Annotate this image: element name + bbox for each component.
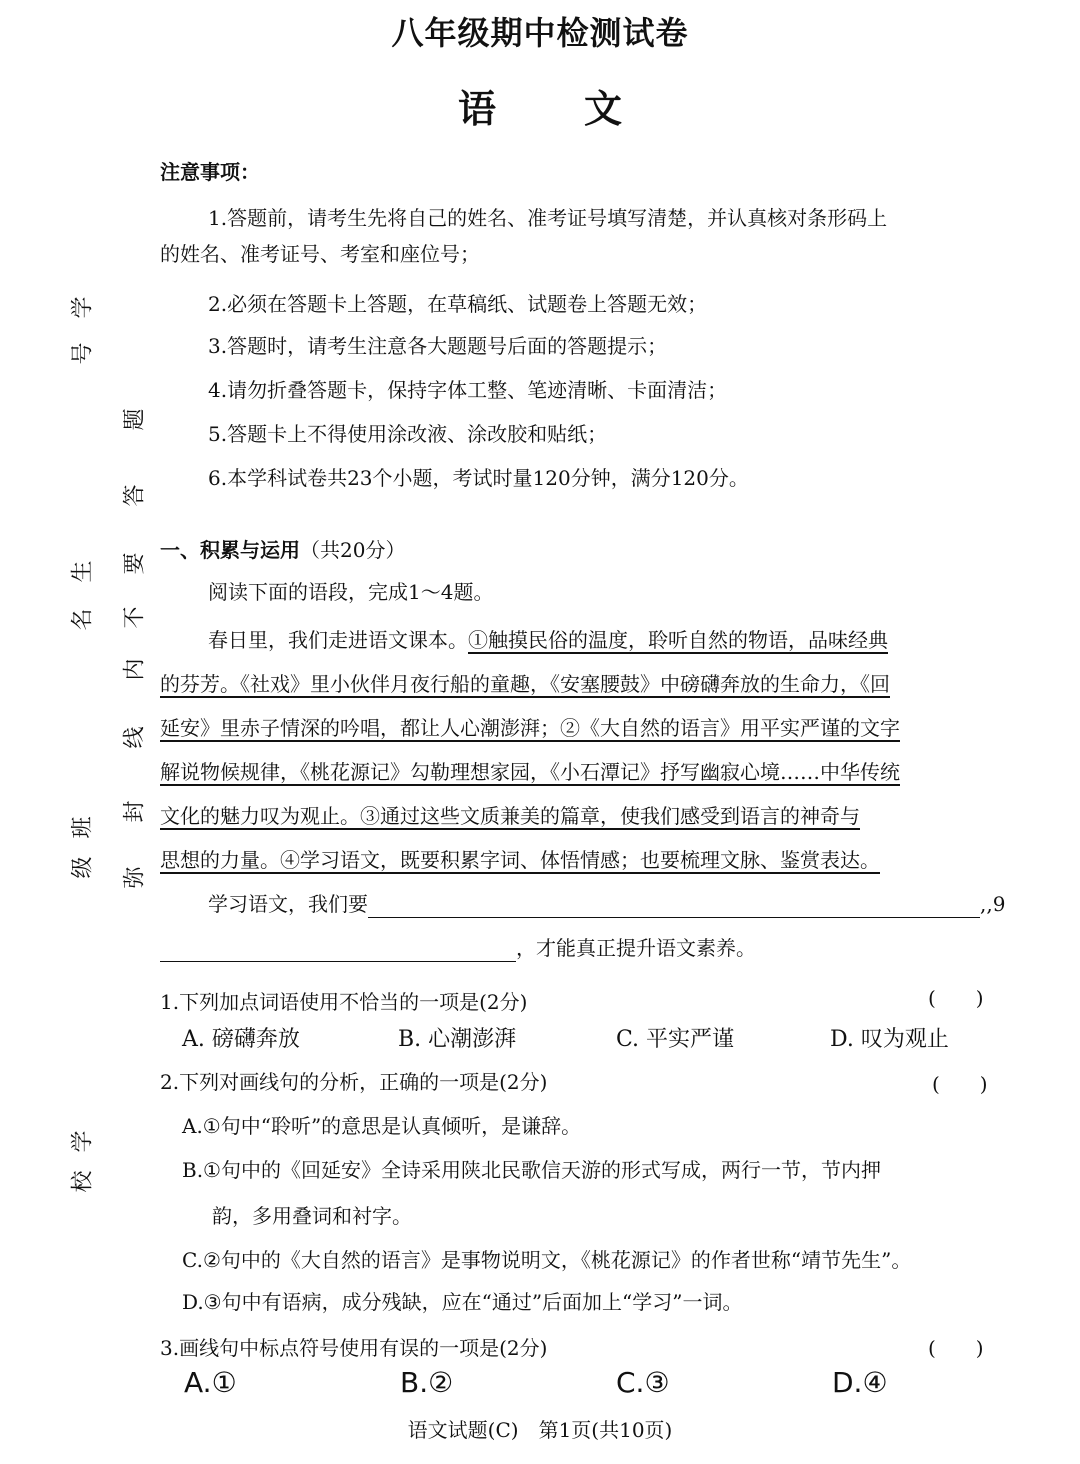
side-char: 弥 [122, 866, 148, 889]
passage-line [208, 626, 888, 654]
notice-item: 1.答题前，请考生先将自己的姓名、准考证号填写清楚，并认真核对条形码上 [208, 206, 888, 230]
answer-blank[interactable] [160, 939, 516, 962]
passage-line: 解说物候规律，《桃花源记》勾勒理想家园，《小石潭记》抒写幽寂心境……中华传统 [160, 760, 900, 784]
answer-paren[interactable]: ( ) [928, 986, 984, 1010]
option-a[interactable]: A.① [184, 1366, 237, 1399]
notice-item: 5.答题卡上不得使用涂改液、涂改胶和贴纸； [208, 422, 608, 446]
option-c[interactable]: C.②句中的《大自然的语言》是事物说明文，《桃花源记》的作者世称“靖节先生”。 [182, 1248, 912, 1272]
notice-item: 6.本学科试卷共23个小题，考试时量120分钟，满分120分。 [208, 466, 749, 490]
side-char: 名 [70, 608, 96, 631]
option-a[interactable]: A.①句中“聆听”的意思是认真倾听，是谦辞。 [182, 1114, 582, 1138]
passage-line: 延安》里赤子情深的吟唱，都让人心潮澎湃；②《大自然的语言》用平实严谨的文字 [160, 716, 900, 740]
passage-lead: 春日里，我们走进语文课本。 [208, 628, 468, 652]
side-char: 要 [122, 552, 148, 575]
side-char: 答 [122, 484, 148, 507]
question-stem: 3.画线句中标点符号使用有误的一项是(2分) [160, 1336, 548, 1360]
question-stem: 1.下列加点词语使用不恰当的一项是(2分) [160, 990, 528, 1014]
side-char: 校 [70, 1170, 96, 1193]
option-d[interactable]: D. 叹为观止 [830, 1027, 949, 1052]
option-d[interactable]: D.④ [832, 1366, 888, 1399]
subject-char-2: 文 [584, 87, 623, 131]
side-char: 学 [70, 296, 96, 319]
side-char: 号 [70, 342, 96, 365]
answer-paren[interactable]: ( ) [932, 1072, 988, 1096]
option-b[interactable]: B.①句中的《回延安》全诗采用陕北民歌信天游的形式写成，两行一节，节内押 [182, 1158, 881, 1182]
section-heading [160, 536, 405, 564]
side-char: 线 [122, 726, 148, 749]
fill-end: ,,9 [980, 892, 1006, 916]
fill-in-line-2 [160, 934, 756, 962]
side-char: 封 [122, 800, 148, 823]
section-title: 一、积累与运用 [160, 538, 300, 562]
option-c[interactable]: C.③ [616, 1366, 670, 1399]
side-char: 题 [122, 408, 148, 431]
side-char: 内 [122, 658, 148, 681]
passage-underlined: ①触摸民俗的温度，聆听自然的物语，品味经典 [468, 628, 888, 652]
passage-line: 文化的魅力叹为观止。③通过这些文质兼美的篇章，使我们感受到语言的神奇与 [160, 804, 860, 828]
fill-tail: ，才能真正提升语文素养。 [516, 936, 756, 960]
side-char: 学 [70, 1130, 96, 1153]
section-score: （共20分） [300, 538, 406, 562]
fill-lead: 学习语文，我们要 [208, 892, 368, 916]
page-footer: 语文试题(C) 第1页(共10页) [407, 1418, 673, 1442]
option-b[interactable]: B. 心潮澎湃 [398, 1027, 517, 1052]
notice-item: 4.请勿折叠答题卡，保持字体工整、笔迹清晰、卡面清洁； [208, 378, 728, 402]
option-a[interactable]: A. 磅礴奔放 [182, 1027, 300, 1052]
answer-paren[interactable]: ( ) [928, 1336, 984, 1360]
notice-item: 3.答题时，请考生注意各大题题号后面的答题提示； [208, 334, 668, 358]
passage-line: 思想的力量。④学习语文，既要积累字词、体悟情感；也要梳理文脉、鉴赏表达。 [160, 848, 880, 872]
side-char: 生 [70, 560, 96, 583]
notice-item: 2.必须在答题卡上答题，在草稿纸、试题卷上答题无效； [208, 292, 708, 316]
option-d[interactable]: D.③句中有语病，成分残缺，应在“通过”后面加上“学习”一词。 [182, 1290, 743, 1314]
passage-line: 的芬芳。《社戏》里小伙伴月夜行船的童趣，《安塞腰鼓》中磅礴奔放的生命力，《回 [160, 672, 890, 696]
option-c[interactable]: C. 平实严谨 [616, 1027, 735, 1052]
notice-item: 的姓名、准考证号、考室和座位号； [160, 242, 480, 266]
option-b-cont[interactable]: 韵，多用叠词和衬字。 [212, 1204, 412, 1228]
fill-in-line-1 [208, 890, 1005, 918]
exam-title: 八年级期中检测试卷 [391, 14, 689, 52]
answer-blank[interactable] [368, 895, 980, 918]
subject-char-1: 语 [457, 87, 496, 131]
option-b[interactable]: B.② [400, 1366, 454, 1399]
reading-intro: 阅读下面的语段，完成1～4题。 [208, 580, 494, 604]
side-char: 不 [122, 606, 148, 629]
subject-title [0, 78, 1080, 133]
notice-heading: 注意事项： [160, 160, 260, 184]
side-char: 级 [70, 856, 96, 879]
question-stem: 2.下列对画线句的分析，正确的一项是(2分) [160, 1070, 548, 1094]
side-char: 班 [70, 816, 96, 839]
